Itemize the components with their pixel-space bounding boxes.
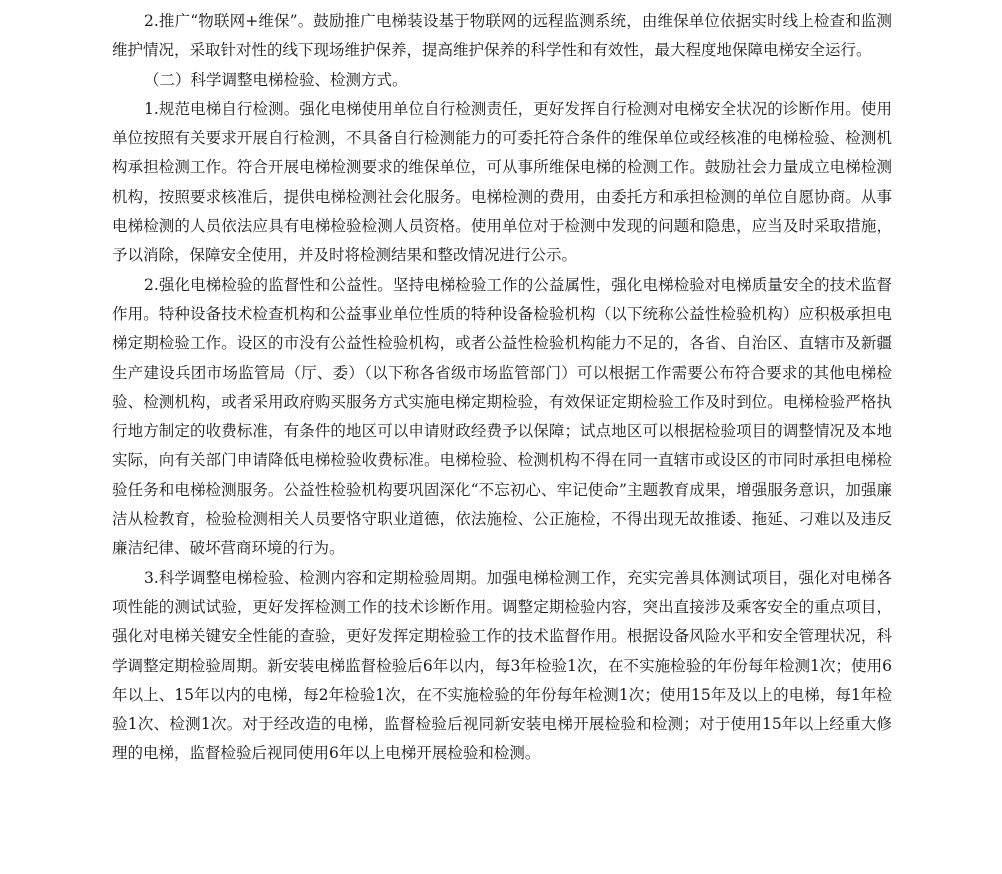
paragraph-iot-maintenance: 2.推广“物联网+维保”。鼓励推广电梯装设基于物联网的远程监测系统，由维保单位依据实时线上检查和监测维护情况，采取针对性的线下现场维护保养，提高维护保养的科学性和有效性，最大程度地保障电梯安全运行。 <box>112 12 892 60</box>
paragraph-self-testing: 1.规范电梯自行检测。强化电梯使用单位自行检测责任，更好发挥自行检测对电梯安全状况的诊断作用。使用单位按照有关要求开展自行检测，不具备自行检测能力的可委托符合条件的维保单位或经核准的电梯检验、检测机构承担检测工作。符合开展电梯检测要求的维保单位，可从事所维保电梯的检测工作。鼓励社会力量成立电梯检测机构，按照要求核准后，提供电梯检测社会化服务。电梯检测的费用，由委托方和承担检测的单位自愿协商。从事电梯检测的人员依法应具有电梯检验检测人员资格。使用单位对于检测中发现的问题和隐患，应当及时采取措施，予以消除，保障安全使用，并及时将检测结果和整改情况进行公示。 <box>112 99 892 265</box>
paragraph-inspection-cycle: 3.科学调整电梯检验、检测内容和定期检验周期。加强电梯检测工作，充实完善具体测试项目，强化对电梯各项性能的测试试验，更好发挥检测工作的技术诊断作用。调整定期检验内容，突出直接涉及乘客安全的重点项目，强化对电梯关键安全性能的查验，更好发挥定期检验工作的技术监督作用。根据设备风险水平和安全管理状况，科学调整定期检验周期。新安装电梯监督检验后6年以内，每3年检验1次，在不实施检验的年份每年检测1次；使用6年以上、15年以内的电梯，每2年检验1次，在不实施检验的年份每年检测1次；使用15年及以上的电梯，每1年检验1次、检测1次。对于经改造的电梯，监督检验后视同新安装电梯开展检验和检测；对于使用15年以上经重大修理的电梯，监督检验后视同使用6年以上电梯开展检验和检测。 <box>112 568 892 763</box>
section-heading-inspection-methods: （二）科学调整电梯检验、检测方式。 <box>144 70 408 89</box>
document-body <box>112 7 892 769</box>
paragraph-supervision-public-welfare: 2.强化电梯检验的监督性和公益性。坚持电梯检验工作的公益属性，强化电梯检验对电梯质量安全的技术监督作用。特种设备技术检查机构和公益事业单位性质的特种设备检验机构（以下统称公益性检验机构）应积极承担电梯定期检验工作。设区的市没有公益性检验机构，或者公益性检验机构能力不足的，各省、自治区、直辖市及新疆生产建设兵团市场监管局（厅、委）（以下称各省级市场监管部门）可以根据工作需要公布符合要求的其他电梯检验、检测机构，或者采用政府购买服务方式实施电梯定期检验，有效保证定期检验工作及时到位。电梯检验严格执行地方制定的收费标准，有条件的地区可以申请财政经费予以保障；试点地区可以根据检验项目的调整情况及本地实际，向有关部门申请降低电梯检验收费标准。电梯检验、检测机构不得在同一直辖市或设区的市同时承担电梯检验任务和电梯检测服务。公益性检验机构要巩固深化“不忘初心、牢记使命”主题教育成果，增强服务意识，加强廉洁从检教育，检验检测相关人员要恪守职业道德，依法施检、公正施检，不得出现无故推诿、拖延、刁难以及违反廉洁纪律、破坏营商环境的行为。 <box>112 275 892 558</box>
